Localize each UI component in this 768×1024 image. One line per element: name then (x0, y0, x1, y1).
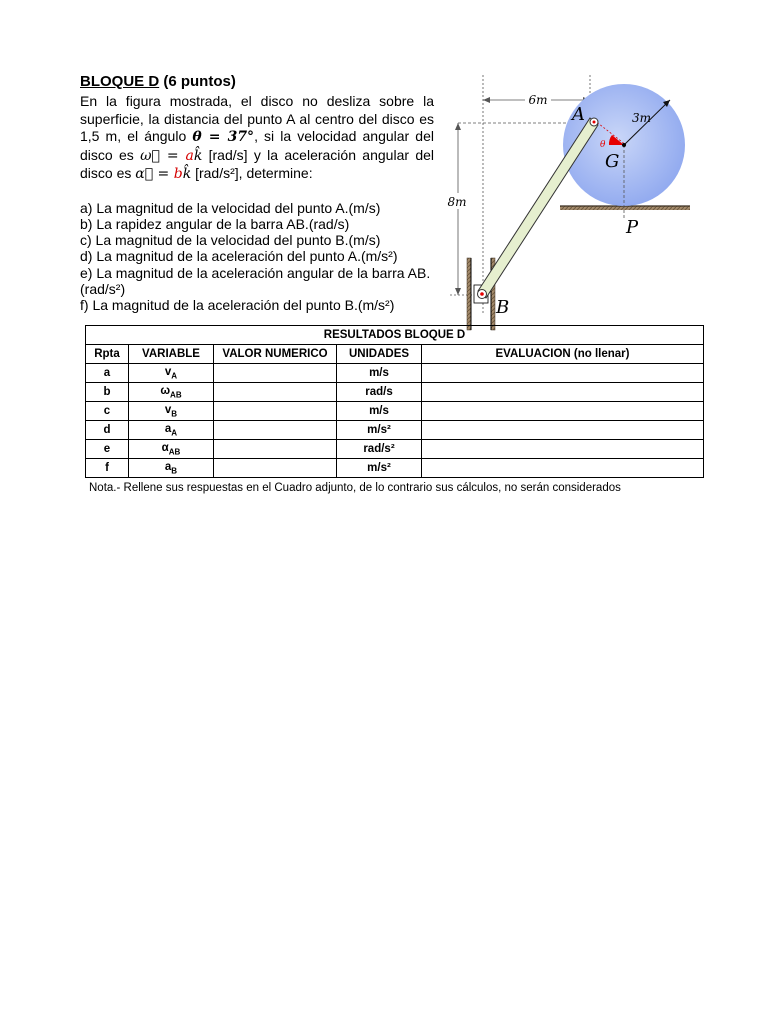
block-title-points: (6 puntos) (159, 73, 236, 90)
variable-symbol: v (164, 365, 172, 378)
value-input-cell[interactable] (214, 383, 337, 402)
block-title-main: BLOQUE D (80, 73, 160, 90)
cell-rpta: c (86, 402, 129, 421)
variable-symbol: v (164, 403, 172, 416)
arrow-head-icon (483, 97, 490, 103)
statement-part-2: , si la velocidad angular del disco es (80, 128, 434, 163)
label-A: A (572, 104, 585, 125)
variable-subscript: AB (170, 390, 182, 400)
guide-rail-left (467, 258, 471, 330)
col-header-unidades: UNIDADES (337, 345, 422, 364)
cell-unit: rad/s (337, 383, 422, 402)
cell-unit: m/s (337, 364, 422, 383)
pin-A-center (593, 121, 596, 124)
results-table (85, 325, 704, 478)
cell-unit: rad/s² (337, 440, 422, 459)
cell-eval (422, 402, 704, 421)
col-header-evaluacion: EVALUACION (no llenar) (422, 345, 704, 364)
col-header-rpta: Rpta (86, 345, 129, 364)
question-b: b) La rapidez angular de la barra AB.(rad/s) (80, 215, 350, 232)
cell-rpta: f (86, 459, 129, 478)
problem-statement (80, 93, 434, 184)
footnote: Nota.- Rellene sus respuestas en el Cuadro adjunto, de lo contrario sus cálculos, no serán considerados (89, 482, 621, 494)
cell-unit: m/s² (337, 421, 422, 440)
table-row (86, 459, 704, 478)
question-list (80, 200, 434, 314)
theta-label: θ (600, 140, 606, 150)
cell-rpta: e (86, 440, 129, 459)
mechanism-figure (440, 75, 720, 335)
omega-coefficient: a (185, 147, 194, 164)
alpha-expression: α⃗ = (135, 166, 174, 182)
cell-unit: m/s (337, 402, 422, 421)
center-point-G (622, 143, 626, 147)
pin-B-center (480, 292, 484, 296)
cell-rpta: d (86, 421, 129, 440)
variable-symbol: α (161, 441, 169, 454)
cell-eval (422, 440, 704, 459)
table-row (86, 440, 704, 459)
cell-rpta: a (86, 364, 129, 383)
question-e: e) La magnitud de la aceleración angular de la barra AB.(rad/s²) (80, 264, 431, 297)
question-f: f) La magnitud de la aceleración del punto B.(m/s²) (80, 297, 395, 314)
variable-subscript: B (171, 409, 178, 419)
results-table-title: RESULTADOS BLOQUE D (86, 326, 704, 345)
col-header-valor: VALOR NUMERICO (214, 345, 337, 364)
arrow-head-icon (455, 288, 461, 295)
cell-unit: m/s² (337, 459, 422, 478)
variable-subscript: B (171, 466, 178, 476)
results-table-header (86, 345, 704, 364)
label-B: B (496, 297, 510, 318)
table-row (86, 402, 704, 421)
table-row (86, 421, 704, 440)
cell-variable (129, 440, 214, 459)
radius-label: 3m (632, 111, 652, 125)
variable-subscript: A (171, 428, 178, 438)
ground-surface (560, 206, 690, 210)
statement-part-3: [rad/s] y la aceleración angular del disco es (80, 146, 435, 181)
cell-eval (422, 421, 704, 440)
value-input-cell[interactable] (214, 421, 337, 440)
cell-rpta: b (86, 383, 129, 402)
alpha-unit-vector: k̂ (182, 166, 192, 182)
question-d: d) La magnitud de la aceleración del punto A.(m/s²) (80, 248, 398, 265)
problem-block (80, 72, 434, 314)
dimension-horizontal-label: 6m (528, 93, 548, 107)
cell-variable (129, 364, 214, 383)
value-input-cell[interactable] (214, 459, 337, 478)
cell-eval (422, 383, 704, 402)
omega-expression: ω⃗ = (140, 147, 186, 164)
value-input-cell[interactable] (214, 364, 337, 383)
omega-unit-vector: k̂ (193, 147, 203, 164)
statement-part-4: [rad/s²], determine: (191, 165, 313, 181)
variable-subscript: AB (168, 447, 181, 457)
theta-expression: θ = 37° (192, 129, 255, 145)
cell-variable (129, 402, 214, 421)
table-row (86, 383, 704, 402)
label-P: P (626, 217, 639, 238)
cell-variable (129, 459, 214, 478)
alpha-coefficient: b (173, 166, 183, 182)
col-header-variable: VARIABLE (129, 345, 214, 364)
cell-eval (422, 364, 704, 383)
variable-symbol: a (164, 460, 172, 473)
statement-part-1: En la figura mostrada, el disco no desliza sobre la superficie, la distancia del punto A al centro del disco es 1,5 m, el ángulo (80, 93, 434, 144)
variable-symbol: a (164, 422, 172, 435)
block-title (80, 72, 434, 91)
question-a: a) La magnitud de la velocidad del punto A.(m/s) (80, 199, 381, 216)
table-row (86, 364, 704, 383)
value-input-cell[interactable] (214, 402, 337, 421)
cell-variable (129, 421, 214, 440)
cell-eval (422, 459, 704, 478)
arrow-head-icon (455, 123, 461, 130)
variable-symbol: ω (160, 384, 171, 397)
value-input-cell[interactable] (214, 440, 337, 459)
dimension-vertical-label: 8m (447, 195, 467, 209)
label-G: G (605, 151, 620, 172)
question-c: c) La magnitud de la velocidad del punto B.(m/s) (80, 232, 381, 249)
cell-variable (129, 383, 214, 402)
variable-subscript: A (171, 371, 178, 381)
